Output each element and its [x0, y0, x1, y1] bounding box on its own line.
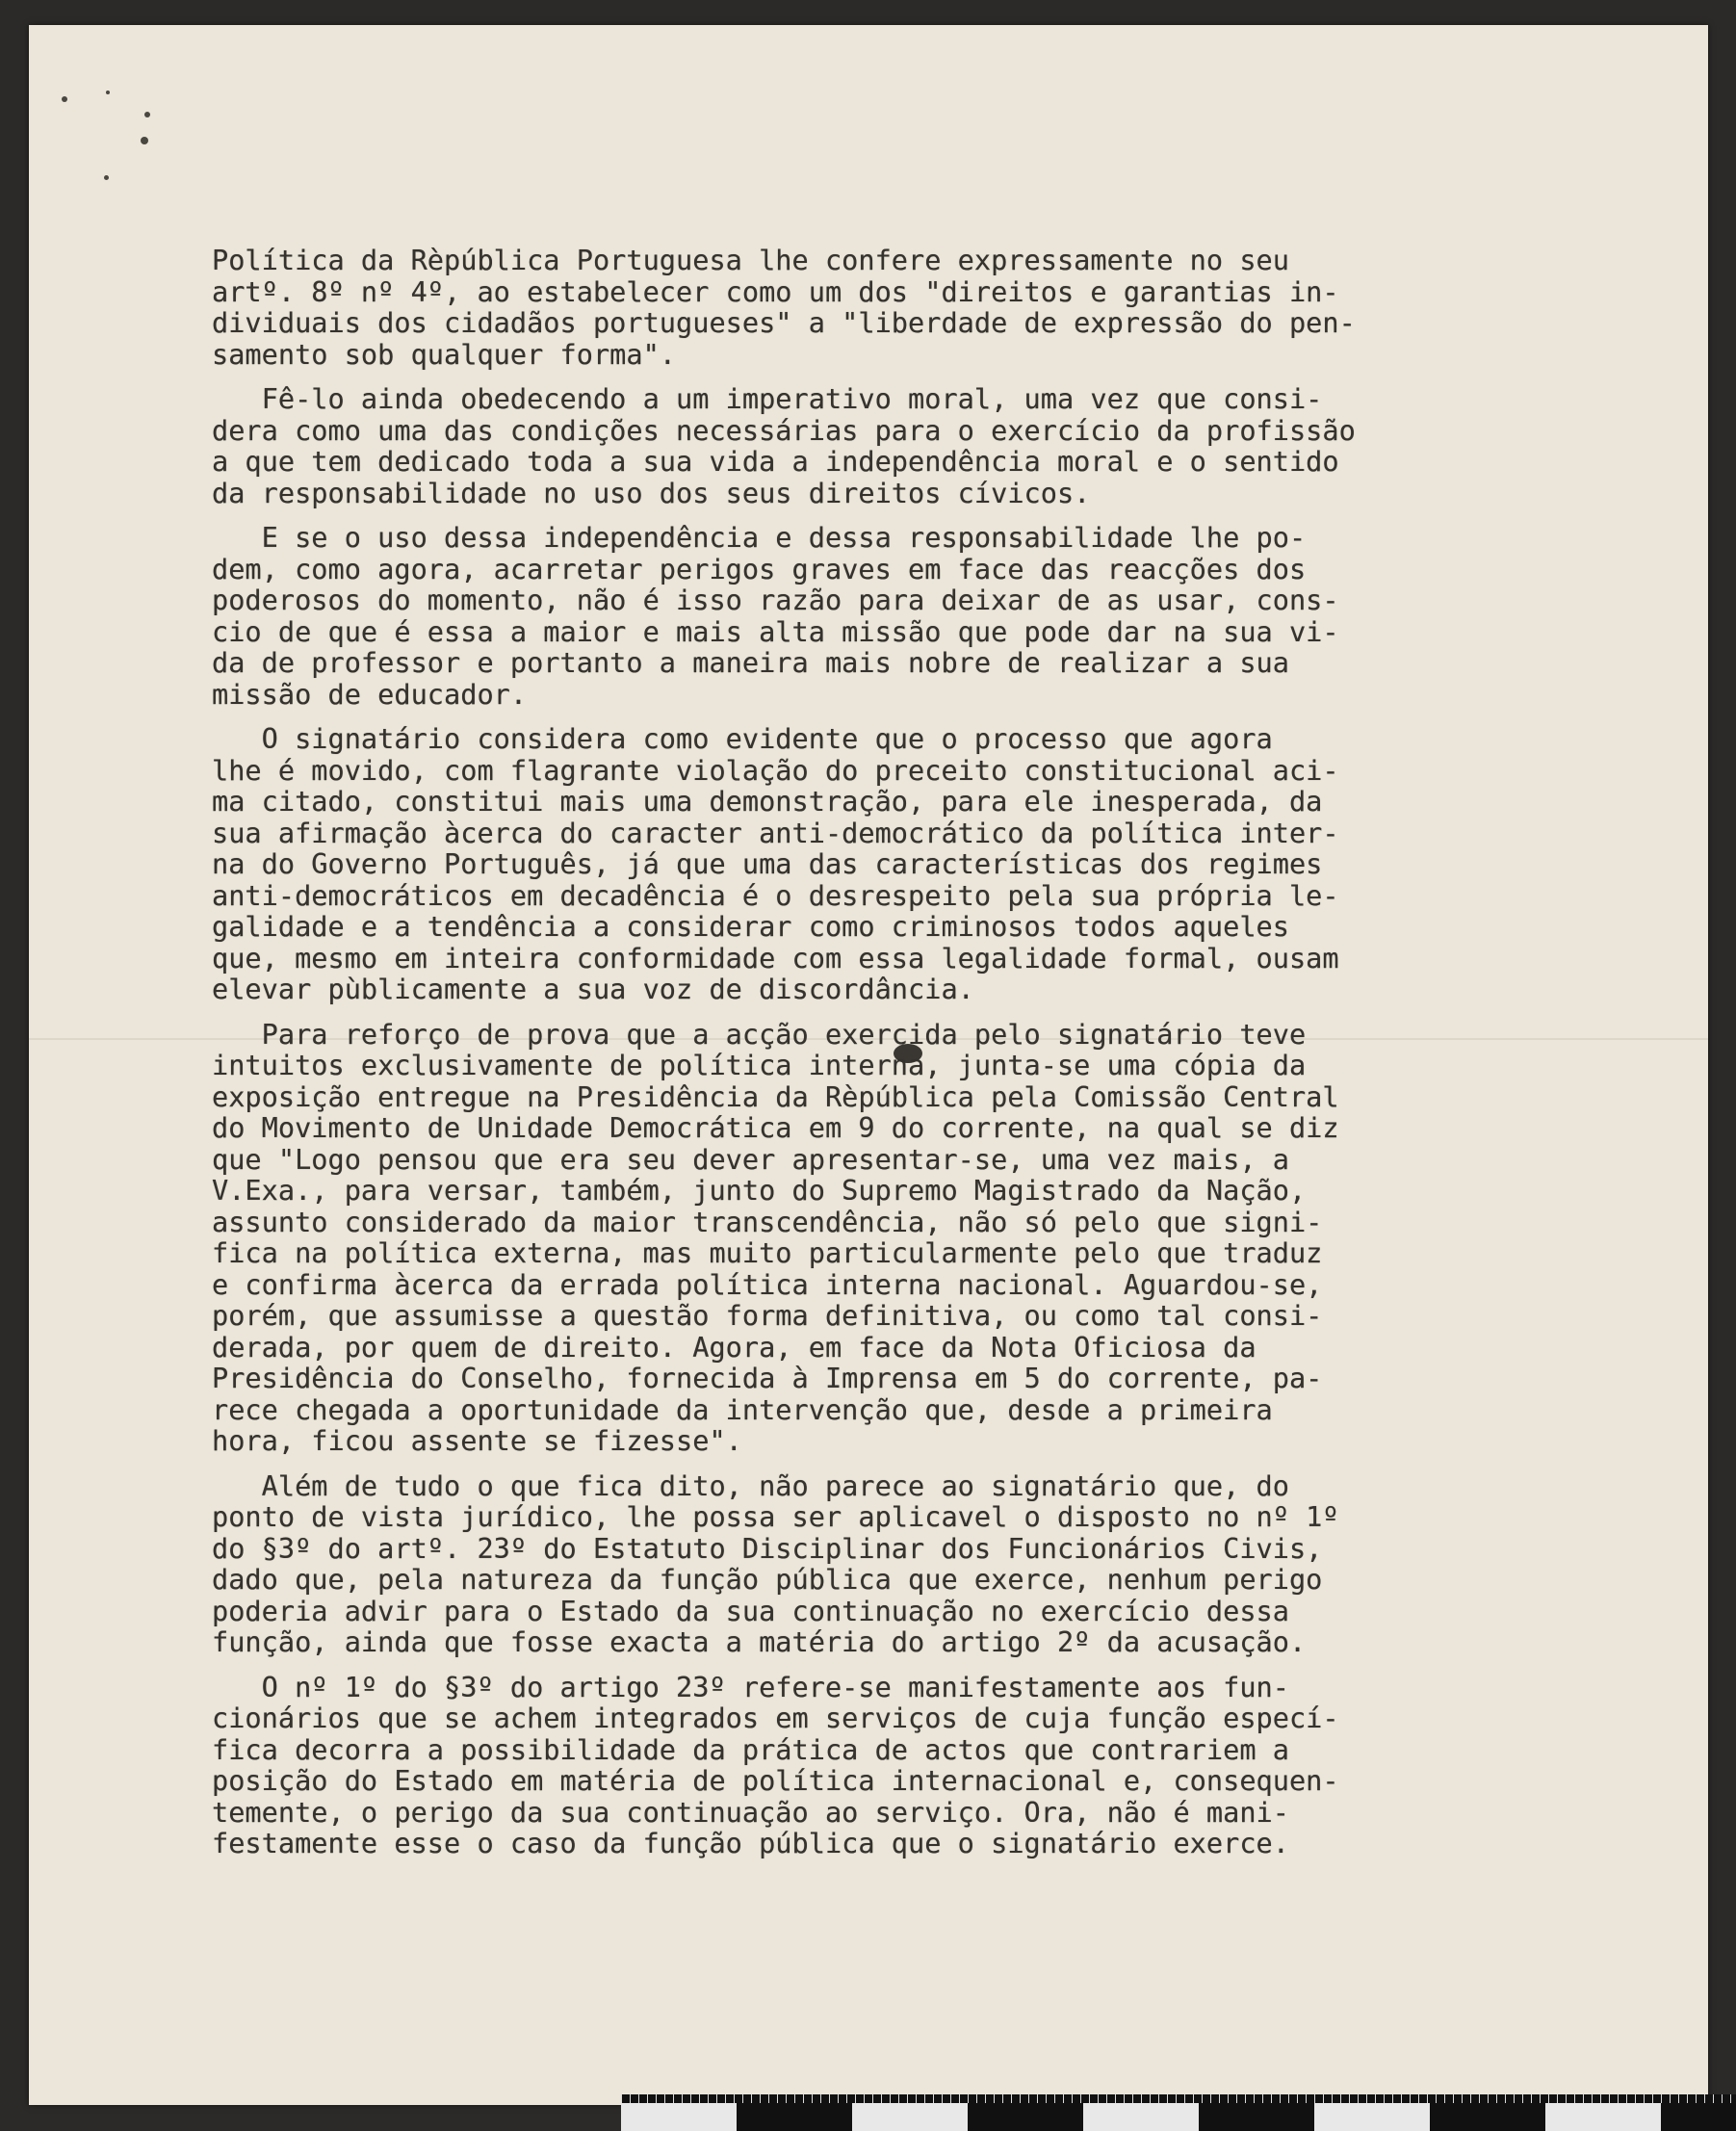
text-line: dividuais dos cidadãos portugueses" a "liberdade de expressão do pen-	[212, 306, 1356, 339]
ruler-segment	[1430, 2103, 1545, 2131]
text-line: da responsabilidade no uso dos seus direitos cívicos.	[212, 476, 1091, 509]
text-line: do Movimento de Unidade Democrática em 9 do corrente, na qual se diz	[212, 1111, 1339, 1144]
text-line: V.Exa., para versar, também, junto do Supremo Magistrado da Nação,	[212, 1174, 1307, 1207]
text-line: fica na política externa, mas muito particularmente pelo que traduz	[212, 1236, 1323, 1269]
ruler-segment	[1314, 2103, 1430, 2131]
text-line: posição do Estado em matéria de política internacional e, consequen-	[212, 1764, 1339, 1797]
document-page	[29, 25, 1708, 2105]
text-line: hora, ficou assente se fizesse".	[212, 1424, 742, 1457]
text-line: samento sob qualquer forma".	[212, 337, 677, 371]
text-line: E se o uso dessa independência e dessa responsabilidade lhe po-	[212, 521, 1307, 554]
text-line: ponto de vista jurídico, lhe possa ser aplicavel o disposto no nº 1º	[212, 1500, 1339, 1533]
text-line: intuitos exclusivamente de política interna, junta-se uma cópia da	[212, 1049, 1307, 1081]
punch-hole-mark	[144, 112, 150, 117]
text-line: e confirma àcerca da errada política interna nacional. Aguardou-se,	[212, 1267, 1323, 1301]
punch-hole-mark	[104, 175, 109, 180]
paragraph	[212, 1672, 1627, 1859]
ruler-segment	[852, 2103, 968, 2131]
text-line: ma citado, constitui mais uma demonstração, para ele inesperada, da	[212, 785, 1323, 818]
ruler-segment	[968, 2103, 1083, 2131]
text-line: galidade e a tendência a considerar como criminosos todos aqueles	[212, 910, 1289, 943]
text-line: porém, que assumisse a questão forma definitiva, ou como tal consi-	[212, 1299, 1323, 1332]
scale-ruler	[621, 2094, 1736, 2131]
text-line: temente, o perigo da sua continuação ao serviço. Ora, não é mani-	[212, 1795, 1289, 1829]
text-line: função, ainda que fosse exacta a matéria do artigo 2º da acusação.	[212, 1625, 1307, 1658]
text-line: artº. 8º nº 4º, ao estabelecer como um dos "direitos e garantias in-	[212, 274, 1339, 308]
ruler-segment	[737, 2103, 852, 2131]
text-line: rece chegada a oportunidade da intervenção que, desde a primeira	[212, 1392, 1273, 1426]
paragraph	[212, 723, 1627, 1005]
text-line: lhe é movido, com flagrante violação do preceito constitucional aci-	[212, 753, 1339, 787]
text-line: Política da Rèpública Portuguesa lhe confere expressamente no seu	[212, 244, 1289, 276]
punch-hole-mark	[106, 91, 110, 94]
text-line: fica decorra a possibilidade da prática de actos que contrariem a	[212, 1732, 1289, 1766]
text-line: O nº 1º do §3º do artigo 23º refere-se manifestamente aos fun-	[212, 1670, 1289, 1703]
text-line: poderosos do momento, não é isso razão para deixar de as usar, cons-	[212, 584, 1339, 616]
text-line: sua afirmação àcerca do caracter anti-democrático da política inter-	[212, 816, 1339, 849]
text-line: derada, por quem de direito. Agora, em face da Nota Oficiosa da	[212, 1330, 1257, 1364]
text-line: da de professor e portanto a maneira mais nobre de realizar a sua	[212, 646, 1289, 679]
punch-hole-mark	[62, 96, 67, 102]
paragraph	[212, 383, 1627, 508]
paragraph	[212, 1470, 1627, 1658]
text-line: a que tem dedicado toda a sua vida a independência moral e o sentido	[212, 445, 1339, 478]
text-line: dado que, pela natureza da função pública que exerce, nenhum perigo	[212, 1563, 1323, 1596]
text-line: Além de tudo o que fica dito, não parece ao signatário que, do	[212, 1468, 1289, 1502]
text-line: dera como uma das condições necessárias para o exercício da profissão	[212, 413, 1356, 447]
ruler-segment	[1199, 2103, 1314, 2131]
text-line: missão de educador.	[212, 677, 528, 711]
text-line: cio de que é essa a maior e mais alta missão que pode dar na sua vi-	[212, 614, 1339, 648]
text-line: Presidência do Conselho, fornecida à Imprensa em 5 do corrente, pa-	[212, 1362, 1323, 1394]
text-line: poderia advir para o Estado da sua continuação no exercício dessa	[212, 1594, 1289, 1627]
text-line: festamente esse o caso da função pública que o signatário exerce.	[212, 1827, 1289, 1859]
ruler-ticks	[621, 2094, 1736, 2103]
text-line: anti-democráticos em decadência é o desrespeito pela sua própria le-	[212, 878, 1339, 912]
ruler-segment	[621, 2103, 737, 2131]
paragraph	[212, 1019, 1627, 1457]
text-line: que, mesmo em inteira conformidade com essa legalidade formal, ousam	[212, 941, 1339, 975]
text-line: do §3º do artº. 23º do Estatuto Disciplinar dos Funcionários Civis,	[212, 1531, 1323, 1565]
text-line: exposição entregue na Presidência da Rèpública pela Comissão Central	[212, 1079, 1339, 1113]
text-line: na do Governo Português, já que uma das características dos regimes	[212, 847, 1323, 880]
paragraph	[212, 245, 1627, 370]
paragraph	[212, 522, 1627, 710]
punch-hole-mark	[141, 137, 148, 144]
text-line: dem, como agora, acarretar perigos graves em face das reacções dos	[212, 552, 1307, 585]
text-line: que "Logo pensou que era seu dever apresentar-se, uma vez mais, a	[212, 1142, 1289, 1176]
text-line: cionários que se achem integrados em serviços de cuja função especí-	[212, 1702, 1339, 1734]
ruler-segment	[1661, 2103, 1736, 2131]
text-line: O signatário considera como evidente que o processo que agora	[212, 722, 1273, 755]
typewritten-body	[212, 245, 1627, 1873]
text-line: Para reforço de prova que a acção exercida pelo signatário teve	[212, 1017, 1307, 1051]
text-line: elevar pùblicamente a sua voz de discordância.	[212, 973, 974, 1005]
text-line: assunto considerado da maior transcendência, não só pelo que signi-	[212, 1205, 1323, 1238]
text-line: Fê-lo ainda obedecendo a um imperativo moral, uma vez que consi-	[212, 382, 1323, 415]
ruler-segment	[1083, 2103, 1199, 2131]
ruler-segment	[1545, 2103, 1661, 2131]
